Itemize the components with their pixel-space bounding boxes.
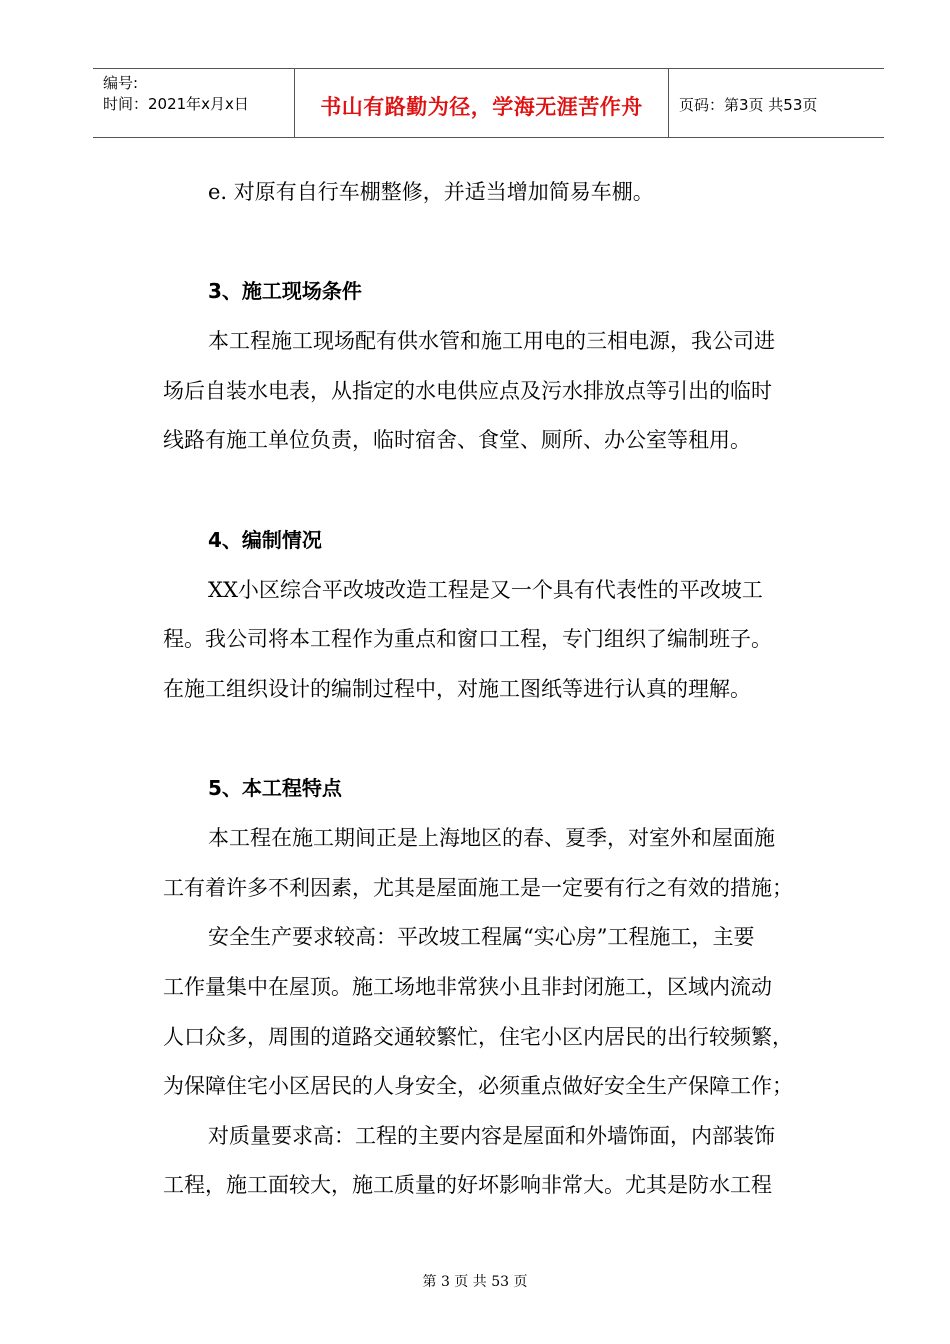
section-5-line: 工有着许多不利因素，尤其是屋面施工是一定要有行之有效的措施； xyxy=(163,876,793,900)
section-5-line: 对质量要求高：工程的主要内容是屋面和外墙饰面，内部装饰 xyxy=(208,1124,775,1148)
page-footer: 第 3 页 共 53 页 xyxy=(422,1274,528,1290)
section-3-line: 场后自装水电表，从指定的水电供应点及污水排放点等引出的临时 xyxy=(163,379,772,403)
page-header xyxy=(93,68,884,138)
section-4-line: 在施工组织设计的编制过程中，对施工图纸等进行认真的理解。 xyxy=(163,677,751,701)
section-3-heading: 3、施工现场条件 xyxy=(208,279,362,303)
section-5-line: 工程，施工面较大，施工质量的好坏影响非常大。尤其是防水工程 xyxy=(163,1173,772,1197)
section-4-heading: 4、编制情况 xyxy=(208,528,322,552)
section-3-line: 本工程施工现场配有供水管和施工用电的三相电源，我公司进 xyxy=(208,329,775,353)
header-page-info: 页码：第3页 共53页 xyxy=(679,96,818,114)
section-5-line: 为保障住宅小区居民的人身安全，必须重点做好安全生产保障工作； xyxy=(163,1074,793,1098)
header-motto-cell xyxy=(295,69,669,137)
section-5-line: 本工程在施工期间正是上海地区的春、夏季，对室外和屋面施 xyxy=(208,826,775,850)
document-number-label: 编号: xyxy=(103,74,139,92)
header-page-cell xyxy=(669,69,884,137)
section-5-line: 人口众多，周围的道路交通较繁忙，住宅小区内居民的出行较频繁， xyxy=(163,1025,793,1049)
section-4-line: XX小区综合平改坡改造工程是又一个具有代表性的平改坡工 xyxy=(208,578,763,602)
section-4-line: 程。我公司将本工程作为重点和窗口工程，专门组织了编制班子。 xyxy=(163,627,772,651)
item-e-paragraph: e. 对原有自行车棚整修，并适当增加简易车棚。 xyxy=(208,180,654,204)
header-meta-cell xyxy=(93,69,295,137)
section-5-line: 安全生产要求较高：平改坡工程属“实心房”工程施工，主要 xyxy=(208,925,755,949)
header-motto: 书山有路勤为径，学海无涯苦作舟 xyxy=(320,95,643,119)
document-date-label: 时间：2021年x月x日 xyxy=(103,95,249,113)
section-5-heading: 5、本工程特点 xyxy=(208,776,342,800)
section-3-line: 线路有施工单位负责，临时宿舍、食堂、厕所、办公室等租用。 xyxy=(163,428,751,452)
section-5-line: 工作量集中在屋顶。施工场地非常狭小且非封闭施工，区域内流动 xyxy=(163,975,772,999)
